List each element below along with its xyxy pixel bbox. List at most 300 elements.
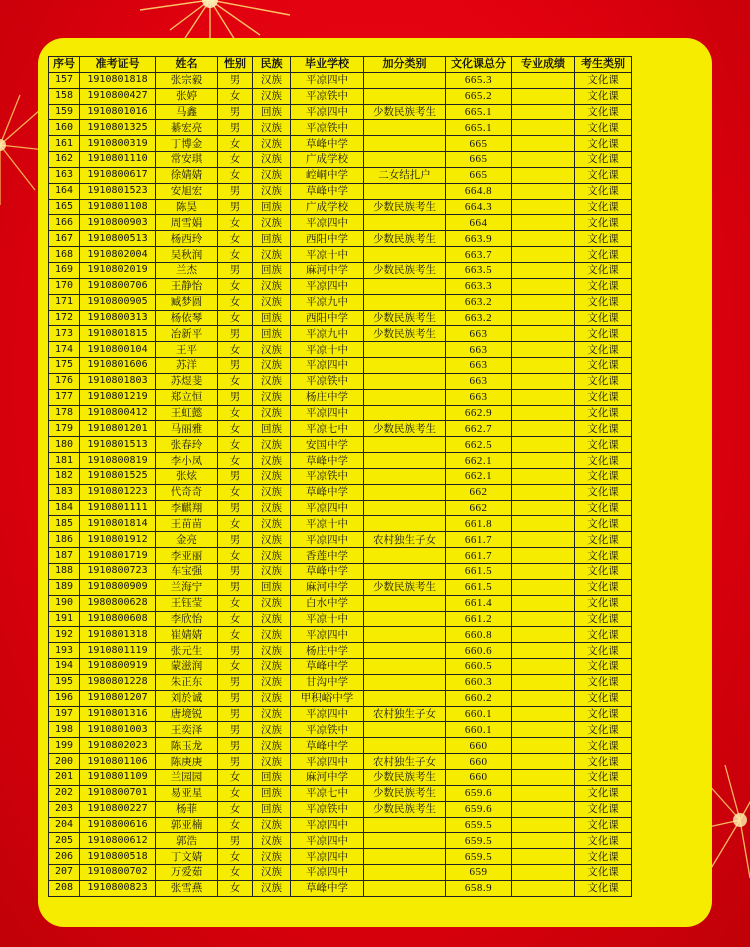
cell-culture-score: 660.1 xyxy=(446,706,512,722)
cell-ethnicity: 回族 xyxy=(253,579,291,595)
cell-school: 香莲中学 xyxy=(291,548,364,564)
cell-school: 平凉四中 xyxy=(291,358,364,374)
cell-gender: 男 xyxy=(218,674,253,690)
cell-ethnicity: 汉族 xyxy=(253,690,291,706)
cell-seq: 198 xyxy=(49,722,80,738)
cell-school: 平凉四中 xyxy=(291,532,364,548)
cell-seq: 187 xyxy=(49,548,80,564)
cell-major-score xyxy=(512,152,575,168)
cell-bonus-type: 少数民族考生 xyxy=(364,231,446,247)
table-row xyxy=(49,437,632,453)
cell-major-score xyxy=(512,548,575,564)
cell-student-type: 文化课 xyxy=(575,738,632,754)
cell-ethnicity: 汉族 xyxy=(253,468,291,484)
admission-score-table xyxy=(48,56,632,897)
cell-school: 麻河中学 xyxy=(291,579,364,595)
cell-gender: 男 xyxy=(218,326,253,342)
table-row xyxy=(49,500,632,516)
cell-culture-score: 663 xyxy=(446,373,512,389)
cell-bonus-type xyxy=(364,389,446,405)
header-school: 毕业学校 xyxy=(291,57,364,73)
cell-gender: 男 xyxy=(218,199,253,215)
cell-bonus-type: 少数民族考生 xyxy=(364,785,446,801)
cell-school: 安国中学 xyxy=(291,437,364,453)
cell-gender: 男 xyxy=(218,120,253,136)
cell-exam-id: 1910801513 xyxy=(80,437,156,453)
table-row xyxy=(49,516,632,532)
cell-student-type: 文化课 xyxy=(575,72,632,88)
cell-major-score xyxy=(512,468,575,484)
cell-student-type: 文化课 xyxy=(575,548,632,564)
table-row xyxy=(49,738,632,754)
cell-ethnicity: 汉族 xyxy=(253,674,291,690)
cell-seq: 184 xyxy=(49,500,80,516)
cell-major-score xyxy=(512,643,575,659)
cell-exam-id: 1910801207 xyxy=(80,690,156,706)
cell-exam-id: 1910800706 xyxy=(80,278,156,294)
cell-gender: 女 xyxy=(218,167,253,183)
cell-exam-id: 1910801525 xyxy=(80,468,156,484)
cell-student-type: 文化课 xyxy=(575,262,632,278)
cell-school: 平凉四中 xyxy=(291,500,364,516)
cell-bonus-type xyxy=(364,453,446,469)
cell-school: 平凉四中 xyxy=(291,215,364,231)
cell-seq: 183 xyxy=(49,484,80,500)
cell-culture-score: 665 xyxy=(446,152,512,168)
cell-exam-id: 1910800909 xyxy=(80,579,156,595)
cell-student-type: 文化课 xyxy=(575,833,632,849)
cell-seq: 201 xyxy=(49,769,80,785)
cell-exam-id: 1910801106 xyxy=(80,754,156,770)
cell-school: 麻河中学 xyxy=(291,262,364,278)
cell-ethnicity: 汉族 xyxy=(253,437,291,453)
table-row xyxy=(49,754,632,770)
cell-gender: 女 xyxy=(218,769,253,785)
cell-ethnicity: 汉族 xyxy=(253,706,291,722)
cell-seq: 159 xyxy=(49,104,80,120)
cell-seq: 191 xyxy=(49,611,80,627)
cell-bonus-type: 少数民族考生 xyxy=(364,801,446,817)
table-row xyxy=(49,659,632,675)
cell-culture-score: 663 xyxy=(446,358,512,374)
cell-culture-score: 661.4 xyxy=(446,595,512,611)
table-row xyxy=(49,722,632,738)
cell-name: 李麒翔 xyxy=(156,500,218,516)
cell-major-score xyxy=(512,801,575,817)
cell-ethnicity: 汉族 xyxy=(253,595,291,611)
cell-student-type: 文化课 xyxy=(575,104,632,120)
cell-school: 平凉十中 xyxy=(291,247,364,263)
cell-name: 郑立恒 xyxy=(156,389,218,405)
cell-exam-id: 1910801818 xyxy=(80,72,156,88)
cell-major-score xyxy=(512,785,575,801)
cell-gender: 女 xyxy=(218,627,253,643)
cell-school: 平凉十中 xyxy=(291,342,364,358)
cell-school: 平凉九中 xyxy=(291,294,364,310)
cell-name: 王虹懿 xyxy=(156,405,218,421)
cell-exam-id: 1910800313 xyxy=(80,310,156,326)
cell-seq: 161 xyxy=(49,136,80,152)
cell-name: 张元生 xyxy=(156,643,218,659)
cell-culture-score: 662 xyxy=(446,500,512,516)
cell-gender: 女 xyxy=(218,659,253,675)
cell-name: 郭亚楠 xyxy=(156,817,218,833)
cell-student-type: 文化课 xyxy=(575,468,632,484)
cell-student-type: 文化课 xyxy=(575,88,632,104)
cell-major-score xyxy=(512,262,575,278)
cell-seq: 178 xyxy=(49,405,80,421)
cell-ethnicity: 汉族 xyxy=(253,215,291,231)
table-row xyxy=(49,88,632,104)
cell-name: 车宝强 xyxy=(156,564,218,580)
cell-school: 平凉铁中 xyxy=(291,722,364,738)
cell-major-score xyxy=(512,579,575,595)
cell-ethnicity: 汉族 xyxy=(253,294,291,310)
cell-major-score xyxy=(512,310,575,326)
cell-ethnicity: 汉族 xyxy=(253,738,291,754)
table-row xyxy=(49,484,632,500)
cell-ethnicity: 汉族 xyxy=(253,833,291,849)
cell-ethnicity: 回族 xyxy=(253,769,291,785)
cell-school: 草峰中学 xyxy=(291,136,364,152)
cell-gender: 女 xyxy=(218,88,253,104)
cell-seq: 175 xyxy=(49,358,80,374)
cell-exam-id: 1910800903 xyxy=(80,215,156,231)
cell-seq: 160 xyxy=(49,120,80,136)
cell-school: 平凉九中 xyxy=(291,326,364,342)
cell-major-score xyxy=(512,674,575,690)
cell-culture-score: 663.3 xyxy=(446,278,512,294)
cell-student-type: 文化课 xyxy=(575,358,632,374)
cell-name: 崔婧婧 xyxy=(156,627,218,643)
cell-name: 杨菲 xyxy=(156,801,218,817)
cell-name: 易亚星 xyxy=(156,785,218,801)
table-row xyxy=(49,865,632,881)
cell-culture-score: 665 xyxy=(446,136,512,152)
cell-name: 张雪燕 xyxy=(156,880,218,896)
cell-student-type: 文化课 xyxy=(575,310,632,326)
table-row xyxy=(49,167,632,183)
cell-culture-score: 659.6 xyxy=(446,801,512,817)
cell-name: 蒙滋润 xyxy=(156,659,218,675)
cell-gender: 男 xyxy=(218,579,253,595)
cell-student-type: 文化课 xyxy=(575,754,632,770)
cell-ethnicity: 汉族 xyxy=(253,849,291,865)
cell-gender: 女 xyxy=(218,294,253,310)
cell-exam-id: 1980800628 xyxy=(80,595,156,611)
cell-ethnicity: 汉族 xyxy=(253,72,291,88)
cell-major-score xyxy=(512,659,575,675)
cell-name: 马鑫 xyxy=(156,104,218,120)
cell-bonus-type xyxy=(364,437,446,453)
cell-gender: 女 xyxy=(218,865,253,881)
cell-bonus-type: 少数民族考生 xyxy=(364,199,446,215)
table-row xyxy=(49,152,632,168)
cell-name: 王静怡 xyxy=(156,278,218,294)
cell-culture-score: 661.7 xyxy=(446,548,512,564)
cell-bonus-type xyxy=(364,833,446,849)
cell-gender: 男 xyxy=(218,833,253,849)
cell-school: 平凉十中 xyxy=(291,611,364,627)
cell-culture-score: 661.5 xyxy=(446,564,512,580)
cell-seq: 199 xyxy=(49,738,80,754)
cell-exam-id: 1910801523 xyxy=(80,183,156,199)
cell-name: 陈庚庚 xyxy=(156,754,218,770)
cell-exam-id: 1910800412 xyxy=(80,405,156,421)
table-row xyxy=(49,453,632,469)
table-row xyxy=(49,548,632,564)
cell-name: 王奕泽 xyxy=(156,722,218,738)
cell-gender: 女 xyxy=(218,516,253,532)
cell-seq: 164 xyxy=(49,183,80,199)
cell-bonus-type xyxy=(364,690,446,706)
cell-bonus-type: 农村独生子女 xyxy=(364,754,446,770)
cell-exam-id: 1910802004 xyxy=(80,247,156,263)
cell-seq: 203 xyxy=(49,801,80,817)
cell-school: 平凉四中 xyxy=(291,849,364,865)
cell-gender: 男 xyxy=(218,500,253,516)
cell-gender: 男 xyxy=(218,389,253,405)
table-row xyxy=(49,389,632,405)
cell-ethnicity: 汉族 xyxy=(253,120,291,136)
cell-name: 苏煜斐 xyxy=(156,373,218,389)
cell-gender: 女 xyxy=(218,548,253,564)
cell-ethnicity: 回族 xyxy=(253,262,291,278)
cell-exam-id: 1910801912 xyxy=(80,532,156,548)
cell-gender: 女 xyxy=(218,136,253,152)
cell-seq: 177 xyxy=(49,389,80,405)
cell-school: 平凉四中 xyxy=(291,865,364,881)
cell-exam-id: 1910801719 xyxy=(80,548,156,564)
cell-gender: 女 xyxy=(218,421,253,437)
cell-exam-id: 1910800617 xyxy=(80,167,156,183)
cell-student-type: 文化课 xyxy=(575,484,632,500)
cell-exam-id: 1910801108 xyxy=(80,199,156,215)
cell-seq: 173 xyxy=(49,326,80,342)
cell-name: 金亮 xyxy=(156,532,218,548)
cell-student-type: 文化课 xyxy=(575,801,632,817)
cell-seq: 185 xyxy=(49,516,80,532)
cell-ethnicity: 汉族 xyxy=(253,754,291,770)
cell-gender: 男 xyxy=(218,738,253,754)
table-row xyxy=(49,373,632,389)
cell-exam-id: 1910800823 xyxy=(80,880,156,896)
table-row xyxy=(49,706,632,722)
cell-seq: 207 xyxy=(49,865,80,881)
cell-exam-id: 1910801606 xyxy=(80,358,156,374)
cell-bonus-type xyxy=(364,247,446,263)
cell-school: 草峰中学 xyxy=(291,183,364,199)
cell-name: 马丽雅 xyxy=(156,421,218,437)
cell-culture-score: 660 xyxy=(446,754,512,770)
cell-seq: 163 xyxy=(49,167,80,183)
cell-name: 陈昊 xyxy=(156,199,218,215)
cell-major-score xyxy=(512,421,575,437)
table-row xyxy=(49,785,632,801)
cell-gender: 男 xyxy=(218,104,253,120)
cell-gender: 男 xyxy=(218,706,253,722)
cell-exam-id: 1910800608 xyxy=(80,611,156,627)
cell-ethnicity: 汉族 xyxy=(253,611,291,627)
cell-gender: 男 xyxy=(218,358,253,374)
cell-exam-id: 1910800104 xyxy=(80,342,156,358)
cell-student-type: 文化课 xyxy=(575,817,632,833)
cell-student-type: 文化课 xyxy=(575,564,632,580)
cell-culture-score: 663.2 xyxy=(446,294,512,310)
cell-gender: 男 xyxy=(218,754,253,770)
cell-ethnicity: 汉族 xyxy=(253,247,291,263)
cell-major-score xyxy=(512,342,575,358)
cell-culture-score: 663.5 xyxy=(446,262,512,278)
cell-school: 平凉四中 xyxy=(291,706,364,722)
header-gender: 性别 xyxy=(218,57,253,73)
cell-gender: 女 xyxy=(218,278,253,294)
cell-ethnicity: 回族 xyxy=(253,785,291,801)
cell-school: 杨庄中学 xyxy=(291,389,364,405)
cell-name: 陈玉龙 xyxy=(156,738,218,754)
cell-exam-id: 1910800819 xyxy=(80,453,156,469)
cell-exam-id: 1910800723 xyxy=(80,564,156,580)
cell-seq: 204 xyxy=(49,817,80,833)
cell-student-type: 文化课 xyxy=(575,579,632,595)
cell-major-score xyxy=(512,516,575,532)
table-header-row xyxy=(49,57,632,73)
cell-ethnicity: 汉族 xyxy=(253,516,291,532)
cell-ethnicity: 汉族 xyxy=(253,453,291,469)
cell-ethnicity: 汉族 xyxy=(253,548,291,564)
cell-school: 草峰中学 xyxy=(291,453,364,469)
cell-student-type: 文化课 xyxy=(575,421,632,437)
cell-culture-score: 660.2 xyxy=(446,690,512,706)
cell-student-type: 文化课 xyxy=(575,674,632,690)
cell-ethnicity: 汉族 xyxy=(253,373,291,389)
cell-student-type: 文化课 xyxy=(575,152,632,168)
table-row xyxy=(49,833,632,849)
cell-ethnicity: 汉族 xyxy=(253,484,291,500)
cell-school: 草峰中学 xyxy=(291,880,364,896)
cell-culture-score: 663.7 xyxy=(446,247,512,263)
cell-exam-id: 1910801316 xyxy=(80,706,156,722)
cell-bonus-type xyxy=(364,120,446,136)
cell-ethnicity: 汉族 xyxy=(253,278,291,294)
cell-culture-score: 665.1 xyxy=(446,120,512,136)
cell-culture-score: 660.8 xyxy=(446,627,512,643)
cell-gender: 男 xyxy=(218,72,253,88)
cell-major-score xyxy=(512,405,575,421)
table-body xyxy=(49,72,632,896)
cell-seq: 202 xyxy=(49,785,80,801)
cell-bonus-type xyxy=(364,72,446,88)
cell-name: 兰杰 xyxy=(156,262,218,278)
cell-major-score xyxy=(512,231,575,247)
cell-ethnicity: 回族 xyxy=(253,310,291,326)
cell-gender: 男 xyxy=(218,183,253,199)
cell-name: 冶新平 xyxy=(156,326,218,342)
cell-major-score xyxy=(512,738,575,754)
cell-bonus-type xyxy=(364,722,446,738)
cell-gender: 男 xyxy=(218,262,253,278)
cell-name: 张宗毅 xyxy=(156,72,218,88)
cell-major-score xyxy=(512,183,575,199)
cell-major-score xyxy=(512,120,575,136)
table-row xyxy=(49,247,632,263)
cell-seq: 158 xyxy=(49,88,80,104)
table-row xyxy=(49,262,632,278)
cell-culture-score: 659.5 xyxy=(446,849,512,865)
cell-school: 平凉四中 xyxy=(291,72,364,88)
cell-school: 广成学校 xyxy=(291,152,364,168)
cell-school: 草峰中学 xyxy=(291,738,364,754)
cell-major-score xyxy=(512,611,575,627)
cell-gender: 女 xyxy=(218,785,253,801)
cell-seq: 172 xyxy=(49,310,80,326)
cell-culture-score: 659.5 xyxy=(446,817,512,833)
cell-student-type: 文化课 xyxy=(575,437,632,453)
cell-student-type: 文化课 xyxy=(575,722,632,738)
cell-major-score xyxy=(512,754,575,770)
cell-student-type: 文化课 xyxy=(575,294,632,310)
cell-seq: 186 xyxy=(49,532,80,548)
table-row xyxy=(49,421,632,437)
cell-student-type: 文化课 xyxy=(575,532,632,548)
cell-bonus-type xyxy=(364,611,446,627)
cell-bonus-type xyxy=(364,516,446,532)
table-row xyxy=(49,104,632,120)
cell-gender: 女 xyxy=(218,817,253,833)
cell-ethnicity: 回族 xyxy=(253,421,291,437)
cell-culture-score: 660 xyxy=(446,769,512,785)
cell-exam-id: 1910801111 xyxy=(80,500,156,516)
cell-student-type: 文化课 xyxy=(575,516,632,532)
cell-exam-id: 1910801219 xyxy=(80,389,156,405)
cell-student-type: 文化课 xyxy=(575,278,632,294)
cell-student-type: 文化课 xyxy=(575,247,632,263)
cell-school: 平凉四中 xyxy=(291,405,364,421)
cell-student-type: 文化课 xyxy=(575,199,632,215)
cell-student-type: 文化课 xyxy=(575,706,632,722)
cell-ethnicity: 汉族 xyxy=(253,643,291,659)
cell-culture-score: 663 xyxy=(446,389,512,405)
cell-exam-id: 1910801318 xyxy=(80,627,156,643)
cell-school: 平凉四中 xyxy=(291,817,364,833)
cell-seq: 205 xyxy=(49,833,80,849)
cell-major-score xyxy=(512,294,575,310)
table-row xyxy=(49,72,632,88)
cell-seq: 168 xyxy=(49,247,80,263)
cell-school: 草峰中学 xyxy=(291,484,364,500)
cell-bonus-type xyxy=(364,643,446,659)
cell-culture-score: 663.9 xyxy=(446,231,512,247)
header-major-score: 专业成绩 xyxy=(512,57,575,73)
cell-major-score xyxy=(512,389,575,405)
table-row xyxy=(49,674,632,690)
cell-school: 广成学校 xyxy=(291,199,364,215)
cell-seq: 165 xyxy=(49,199,80,215)
cell-exam-id: 1910801201 xyxy=(80,421,156,437)
cell-seq: 190 xyxy=(49,595,80,611)
table-row xyxy=(49,326,632,342)
table-row xyxy=(49,294,632,310)
cell-culture-score: 665.3 xyxy=(446,72,512,88)
cell-school: 平凉四中 xyxy=(291,278,364,294)
table-row xyxy=(49,769,632,785)
cell-student-type: 文化课 xyxy=(575,405,632,421)
cell-ethnicity: 汉族 xyxy=(253,389,291,405)
cell-student-type: 文化课 xyxy=(575,659,632,675)
cell-bonus-type xyxy=(364,136,446,152)
cell-seq: 179 xyxy=(49,421,80,437)
cell-culture-score: 660.5 xyxy=(446,659,512,675)
